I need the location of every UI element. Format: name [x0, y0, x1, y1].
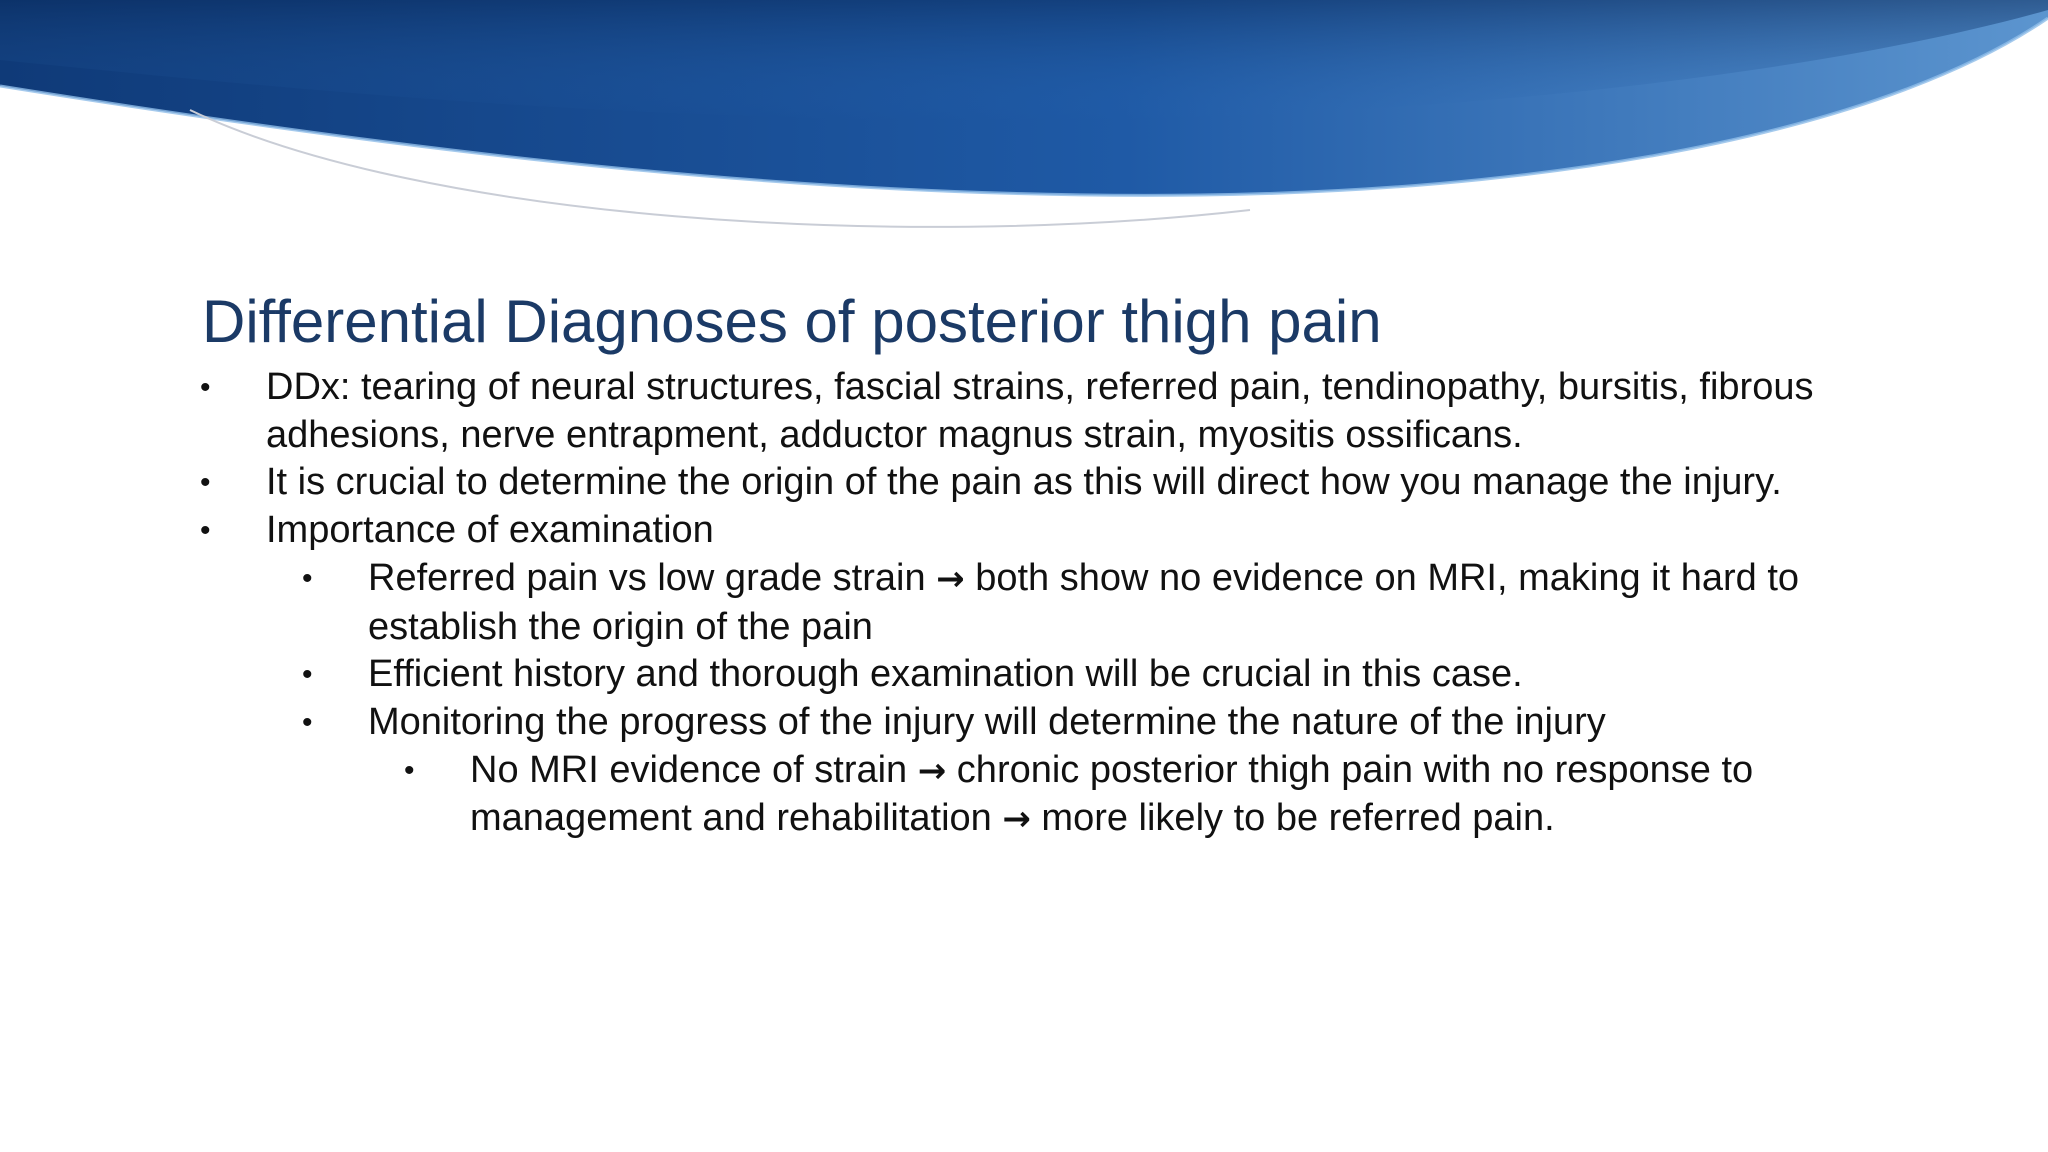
- bullet-text: [368, 557, 1799, 648]
- bullet-dot-icon: •: [302, 705, 313, 739]
- bullet-dot-icon: •: [302, 561, 313, 595]
- bullet-text-segment: both show no evidence on MRI, making it hard to establish the origin of the pain: [368, 556, 1800, 648]
- right-arrow-icon: →: [936, 558, 965, 599]
- bullet-text-segment: more likely to be referred pain.: [1030, 797, 1555, 840]
- bullet-text-segment: chronic posterior thigh pain with no response to management and rehabilitation: [470, 748, 1754, 840]
- bullet-dot-icon: •: [200, 466, 211, 500]
- bullet-item-level-2: [202, 699, 1842, 747]
- bullet-text: Efficient history and thorough examination will be crucial in this case.: [368, 653, 1523, 696]
- bullet-text: DDx: tearing of neural structures, fascial strains, referred pain, tendinopathy, bursitis, fibrous adhesions, nerve entrapment, adductor magnus strain, myositis ossificans.: [266, 366, 1814, 456]
- bullet-item-level-1: [202, 459, 1842, 507]
- header-wave-decoration: [0, 0, 2048, 260]
- bullet-item-level-3: [202, 747, 1842, 844]
- bullet-text: Importance of examination: [266, 509, 714, 552]
- right-arrow-icon: →: [917, 750, 947, 791]
- bullet-text: It is crucial to determine the origin of the pain as this will direct how you manage the injury.: [266, 461, 1782, 504]
- bullet-text: Monitoring the progress of the injury will determine the nature of the injury: [368, 700, 1606, 743]
- bullet-text-segment: Referred pain vs low grade strain: [368, 556, 937, 599]
- slide-title: Differential Diagnoses of posterior thigh pain: [202, 288, 1382, 355]
- right-arrow-icon: →: [1002, 799, 1031, 840]
- bullet-text-segment: No MRI evidence of strain: [470, 748, 918, 791]
- bullet-list: [202, 364, 1842, 844]
- bullet-item-level-1: [202, 507, 1842, 555]
- bullet-item-level-2: [202, 555, 1842, 651]
- bullet-dot-icon: •: [302, 658, 313, 692]
- bullet-dot-icon: •: [200, 514, 211, 548]
- bullet-dot-icon: •: [200, 371, 211, 404]
- bullet-item-level-1: [202, 364, 1842, 459]
- bullet-text: [470, 749, 1753, 840]
- bullet-item-level-2: [202, 651, 1842, 699]
- bullet-dot-icon: •: [404, 753, 415, 787]
